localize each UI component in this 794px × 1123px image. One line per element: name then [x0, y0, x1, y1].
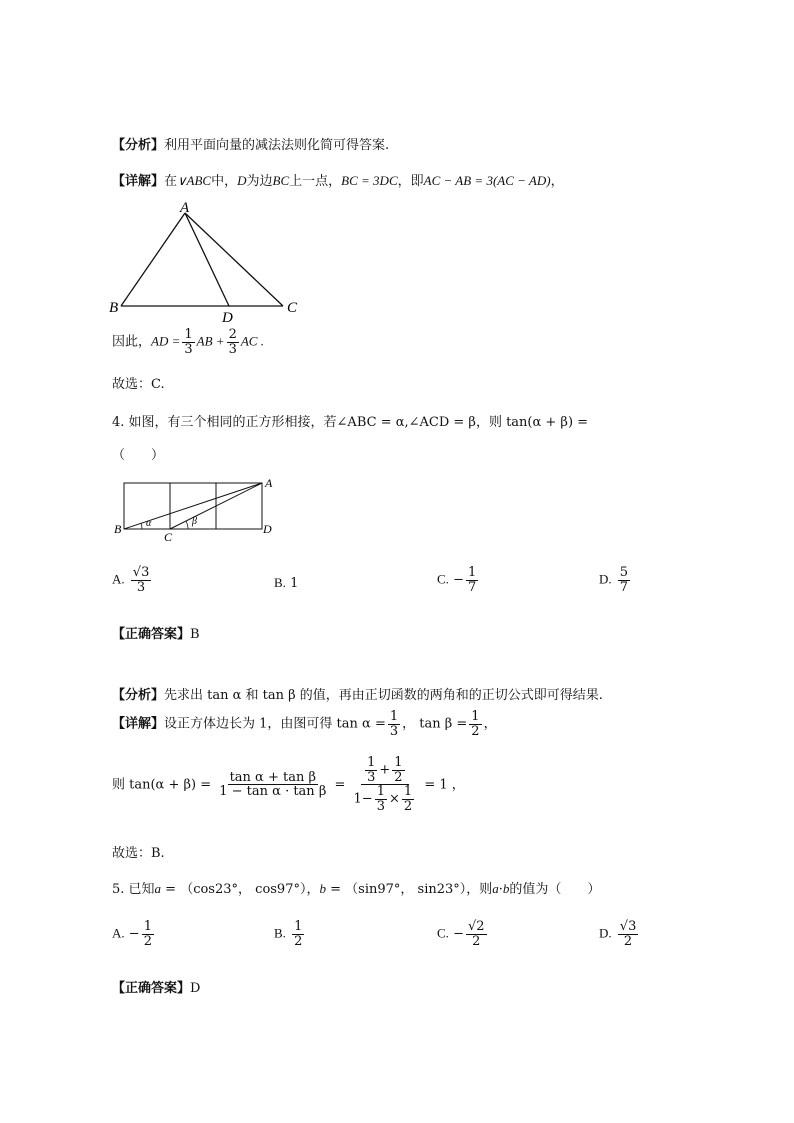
- q4-option-d[interactable]: [599, 566, 632, 594]
- eq3-mid: AB +: [196, 333, 225, 349]
- q4-detail-line: [112, 710, 497, 738]
- vector-b: b: [319, 881, 326, 896]
- detail-text-e: ，即: [397, 174, 424, 189]
- option-value: 1: [290, 576, 299, 591]
- detail-text-a: 在: [164, 174, 178, 189]
- analysis-tag: 【分析】: [112, 688, 165, 703]
- result-text: = 1 ，: [424, 777, 465, 793]
- stem-a: 5. 已知: [112, 882, 155, 897]
- answer-value: D: [190, 981, 201, 996]
- numeric-compound-fraction: [352, 756, 419, 814]
- q4-formula-line: [112, 756, 465, 814]
- detail-text-d: 上一点，: [289, 174, 342, 189]
- analysis-text: 利用平面向量的减法法则化简可得答案.: [164, 138, 390, 153]
- q4-option-c[interactable]: [437, 566, 480, 594]
- option-label: A.: [112, 571, 125, 587]
- tan-sum-fraction: $\frac{\text{tan α + tan β}}{\text{1 − tan α · tan β}}$: [219, 769, 327, 800]
- detail-tag: 【详解】: [112, 174, 165, 189]
- detail-line-1: [112, 170, 564, 189]
- answer-value: B: [190, 627, 200, 642]
- analysis-line-1: [112, 134, 389, 153]
- q4-analysis-line: [112, 684, 603, 703]
- squares-figure: [108, 474, 283, 546]
- triangle-abc: ∨ABC: [177, 173, 212, 188]
- side-ab: [121, 213, 185, 306]
- detail-text-b: 中，: [211, 174, 238, 189]
- answer-tag: 【正确答案】: [112, 981, 191, 996]
- option-fraction: $\frac{1}{2}$: [143, 919, 152, 949]
- fraction-1-2: $\frac{1}{2}$: [471, 709, 480, 739]
- label-a: A: [180, 200, 190, 216]
- vector-a-2: a: [492, 881, 499, 896]
- label-c: C: [164, 530, 173, 544]
- stem-d: 的值为（ ）: [509, 882, 601, 897]
- q5-stem: [112, 878, 600, 897]
- option-label: C.: [437, 571, 449, 587]
- vector-equation-2: AC − AB = 3(AC − AD): [423, 173, 551, 188]
- q4-option-a[interactable]: [112, 566, 153, 594]
- triangle-figure: [105, 198, 315, 326]
- option-fraction: $\frac{5}{7}$: [619, 565, 629, 595]
- detail-text: 设正方体边长为 1，由图可得 tan α =: [164, 716, 386, 732]
- detail-end: ，: [483, 716, 497, 732]
- segment-bc: BC: [272, 173, 290, 188]
- q5-option-a[interactable]: [112, 920, 156, 948]
- label-c: C: [287, 300, 298, 316]
- vector-b-2: b: [502, 881, 510, 896]
- analysis-text: 先求出 tan α 和 tan β 的值，再由正切函数的两角和的正切公式即可得结果.: [164, 688, 603, 703]
- square-3: [216, 483, 262, 529]
- detail-tag: 【详解】: [112, 716, 165, 732]
- q4-answer-line: [112, 623, 200, 642]
- stem-b: = （cos23°， cos97°），: [161, 882, 320, 897]
- fraction-2-3: $\frac{2}{3}$: [228, 327, 237, 357]
- option-sign: −: [453, 926, 464, 942]
- choose-line-1: 故选：C.: [112, 377, 165, 392]
- q4-option-b[interactable]: [274, 575, 298, 591]
- option-label: B.: [274, 575, 286, 590]
- option-fraction: $\frac{√2}{2}$: [467, 919, 485, 949]
- eq3-end: AC .: [240, 333, 264, 349]
- label-a: A: [265, 476, 273, 490]
- vector-a: a: [154, 881, 162, 896]
- answer-tag: 【正确答案】: [112, 627, 191, 642]
- therefore-line: [112, 328, 264, 356]
- then-text: 则 tan(α + β) =: [112, 777, 212, 793]
- detail-text-f: ，: [550, 174, 564, 189]
- angle-beta-arc: [186, 521, 188, 529]
- option-label: C.: [437, 925, 449, 941]
- dot-operator: ·: [498, 882, 503, 897]
- option-fraction: $\frac{√3}{2}$: [619, 919, 637, 949]
- label-d: D: [263, 522, 272, 536]
- option-sign: −: [453, 572, 464, 588]
- fraction-1-3: $\frac{1}{3}$: [184, 327, 193, 357]
- q5-option-b[interactable]: [274, 920, 306, 948]
- q5-option-c[interactable]: [437, 920, 489, 948]
- option-label: D.: [599, 925, 612, 941]
- therefore-text: 因此，: [112, 334, 152, 350]
- option-label: B.: [274, 925, 286, 941]
- label-d: D: [222, 310, 233, 326]
- label-b: B: [109, 300, 119, 316]
- detail-mid: ， tan β =: [402, 716, 468, 732]
- vector-equation-1: BC = 3DC: [341, 173, 398, 188]
- detail-text-c: 为边: [246, 174, 273, 189]
- fraction-1-3: $\frac{1}{3}$: [389, 709, 399, 739]
- option-fraction: $\frac{1}{2}$: [294, 919, 303, 949]
- q4-choose-line: 故选：B.: [112, 846, 165, 861]
- point-d: D: [237, 173, 247, 188]
- label-b: B: [114, 522, 122, 536]
- stem-c: = （sin97°， sin23°），则: [325, 882, 493, 897]
- eq3-lhs: AD =: [151, 333, 181, 349]
- q4-paren: （ ）: [112, 448, 165, 463]
- equals-sign: =: [334, 777, 346, 793]
- option-sign: −: [128, 926, 140, 942]
- label-alpha: α: [146, 518, 152, 529]
- segment-ad: [185, 213, 229, 306]
- label-beta: β: [192, 516, 197, 527]
- compound-numerator: $\frac{1}{3}$ + $\frac{1}{2}$: [361, 756, 408, 785]
- q5-option-d[interactable]: [599, 920, 640, 948]
- side-ac: [185, 213, 283, 306]
- option-label: D.: [599, 571, 612, 587]
- analysis-tag: 【分析】: [112, 138, 165, 153]
- option-fraction: $\frac{1}{7}$: [467, 565, 477, 595]
- compound-denominator: 1− $\frac{1}{3}$ × $\frac{1}{2}$: [353, 784, 413, 814]
- option-label: A.: [112, 925, 125, 941]
- option-fraction: $\frac{√3}{3}$: [132, 565, 150, 595]
- q4-stem: 4. 如图，有三个相同的正方形相接，若∠ABC = α,∠ACD = β，则 tan(α + β) =: [112, 415, 589, 430]
- angle-alpha-arc: [141, 523, 142, 529]
- q5-answer-line: [112, 977, 200, 996]
